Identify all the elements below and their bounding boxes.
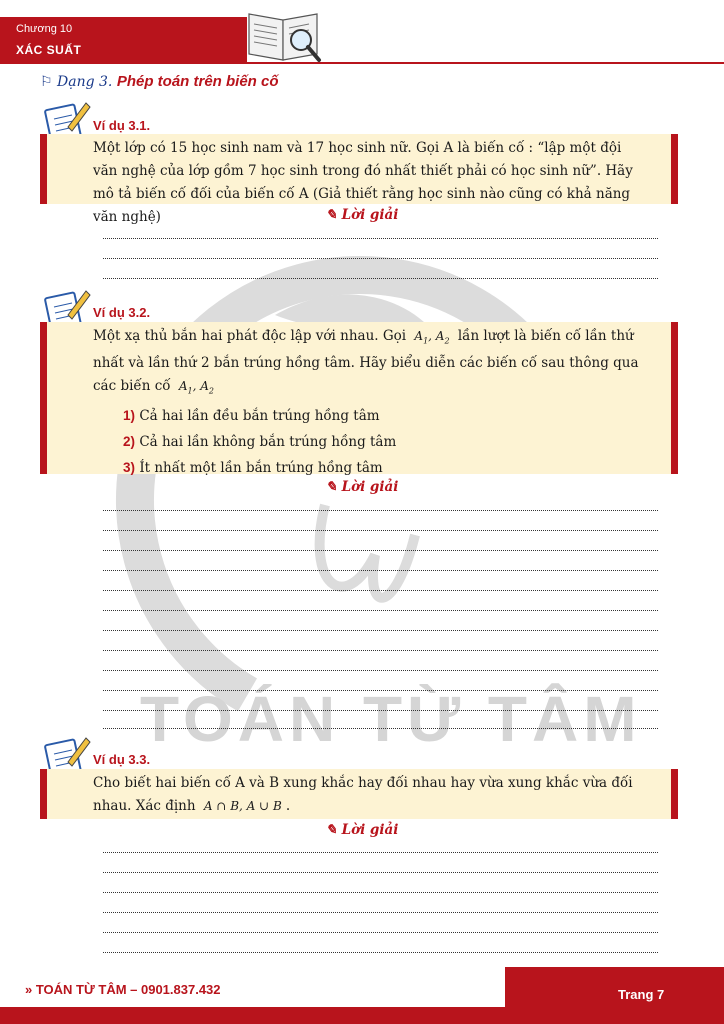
section-title: Phép toán trên biến cố [116, 73, 279, 90]
answer-line [103, 872, 658, 873]
answer-line [103, 670, 658, 671]
example-label: Ví dụ 3.3. [93, 752, 151, 767]
answer-line [103, 912, 658, 913]
answer-line [103, 530, 658, 531]
page-number: Trang 7 [618, 987, 665, 1002]
answer-line [103, 590, 658, 591]
section-heading [40, 73, 279, 90]
answer-line [103, 278, 658, 279]
math-a1-a2: $A_1$, $A_2$ [178, 379, 215, 396]
example-text: Một lớp có 15 học sinh nam và 17 học sinh nữ. Gọi A là biến cố : “lập một đội văn nghệ của lớp gồm 7 học sinh trong đó nhất thiết phải có học sinh nữ”. Hãy mô tả biến cố đối của biến cố A (Giả thiết rằng học sinh nào cũng có khả năng văn nghệ) [93, 140, 633, 225]
solution-label: Lời giải [341, 822, 399, 838]
pencil-icon: ✎ [325, 479, 342, 495]
book-magnifier-icon [243, 4, 325, 66]
example-label: Ví dụ 3.1. [93, 118, 151, 133]
solution-label: Lời giải [341, 207, 399, 223]
solution-heading [0, 207, 724, 223]
answer-line [103, 728, 658, 729]
answer-line [103, 932, 658, 933]
answer-line [103, 952, 658, 953]
footer-page-badge [505, 967, 724, 1024]
example-text: Một xạ thủ bắn hai phát độc lập với nhau. Gọi $A_1$, $A_2$ lần lượt là biến cố lần thứ nhất và lần thứ 2 bắn trúng hồng tâm. Hãy biểu diễn các biến cố sau thông qua các biến cố $A_1$, $A_2$ [93, 328, 639, 396]
answer-line [103, 610, 658, 611]
example-label: Ví dụ 3.2. [93, 305, 151, 320]
solution-label: Lời giải [341, 479, 399, 495]
math-a1-a2: $A_1$, $A_2$ [414, 329, 450, 346]
chapter-number: Chương 10 [16, 23, 73, 35]
solution-heading [0, 822, 724, 838]
list-item: 1) Cả hai lần đều bắn trúng hồng tâm [123, 407, 380, 424]
answer-line [103, 852, 658, 853]
answer-line [103, 690, 658, 691]
list-item: 2) Cả hai lần không bắn trúng hồng tâm [123, 433, 397, 450]
list-item: 3) Ít nhất một lần bắn trúng hồng tâm [123, 459, 383, 476]
header-divider [0, 62, 724, 64]
answer-line [103, 650, 658, 651]
math-expression: A ∩ B, A ∪ B [203, 799, 282, 813]
example-box [40, 322, 678, 474]
example-text: Cho biết hai biến cố A và B xung khắc hay đối nhau hay vừa xung khắc vừa đối nhau. Xác định A ∩ B, A ∪ B . [93, 775, 633, 814]
flag-icon: ⚐ [40, 74, 53, 90]
answer-line [103, 258, 658, 259]
answer-line [103, 892, 658, 893]
pencil-icon: ✎ [325, 822, 342, 838]
chapter-header [0, 17, 247, 63]
answer-line [103, 570, 658, 571]
footer-brand: » TOÁN TỪ TÂM – 0901.837.432 [25, 982, 221, 997]
section-label: Dạng 3. [57, 74, 113, 90]
answer-line [103, 238, 658, 239]
solution-heading [0, 479, 724, 495]
answer-line [103, 550, 658, 551]
answer-line [103, 710, 658, 711]
example-box [40, 769, 678, 819]
chapter-title: XÁC SUẤT [16, 43, 82, 57]
answer-line [103, 510, 658, 511]
answer-line [103, 630, 658, 631]
watermark-text: TOÁN TỪ TÂM [140, 683, 642, 755]
pencil-icon: ✎ [325, 207, 342, 223]
